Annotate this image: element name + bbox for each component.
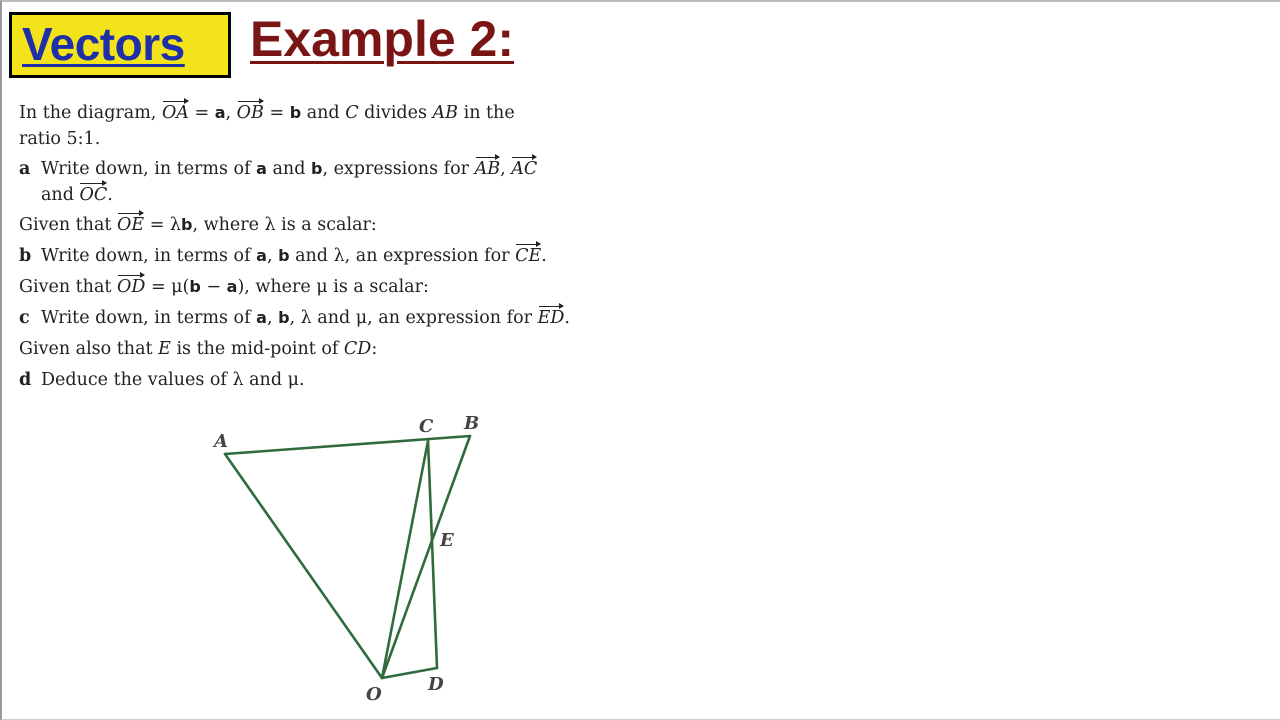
vector-oa: OA xyxy=(162,100,189,126)
line-ob xyxy=(382,436,470,678)
line-ab xyxy=(225,436,470,454)
vector-ed: ED xyxy=(538,305,565,331)
part-d-label: d xyxy=(19,370,32,390)
line-oc xyxy=(382,441,428,678)
part-b-label: b xyxy=(19,246,32,266)
given-od: Given that OD = μ(b − a), where μ is a scalar: xyxy=(19,274,429,300)
vector-ce: CE xyxy=(515,243,541,269)
given-midpoint: Given also that E is the mid-point of CD: xyxy=(19,339,378,359)
line-cd xyxy=(428,441,437,668)
point-a-label: A xyxy=(214,431,228,452)
part-a-label: a xyxy=(19,159,31,179)
part-b: b Write down, in terms of a, b and λ, an expression for CE. xyxy=(19,243,547,269)
diagram-lines xyxy=(225,436,470,678)
vector-ob: OB xyxy=(237,100,264,126)
part-a-line-1: a Write down, in terms of a and b, expressions for AB, AC xyxy=(19,156,537,182)
vector-oe: OE xyxy=(117,212,144,238)
part-c: c Write down, in terms of a, b, λ and μ, an expression for ED. xyxy=(19,305,570,331)
vector-ac: AC xyxy=(511,156,537,182)
vector-ab: AB xyxy=(475,156,501,182)
page-title: Example 2: xyxy=(250,11,515,67)
intro-line-1: In the diagram, OA = a, OB = b and C divides AB in the xyxy=(19,100,515,126)
line-oa xyxy=(225,454,382,678)
point-b-label: B xyxy=(464,413,480,434)
point-d-label: D xyxy=(428,674,444,695)
point-e-label: E xyxy=(440,530,454,551)
part-a-line-2: and OC. xyxy=(41,182,113,208)
vector-od: OD xyxy=(117,274,145,300)
part-c-label: c xyxy=(19,308,30,328)
vector-oc: OC xyxy=(79,182,107,208)
intro-line-2: ratio 5:1. xyxy=(19,129,101,149)
point-c-label: C xyxy=(419,416,434,437)
point-o-label: O xyxy=(366,684,382,705)
part-d: d Deduce the values of λ and μ. xyxy=(19,367,305,393)
given-oe: Given that OE = λb, where λ is a scalar: xyxy=(19,212,377,238)
topic-label: Vectors xyxy=(22,18,185,70)
